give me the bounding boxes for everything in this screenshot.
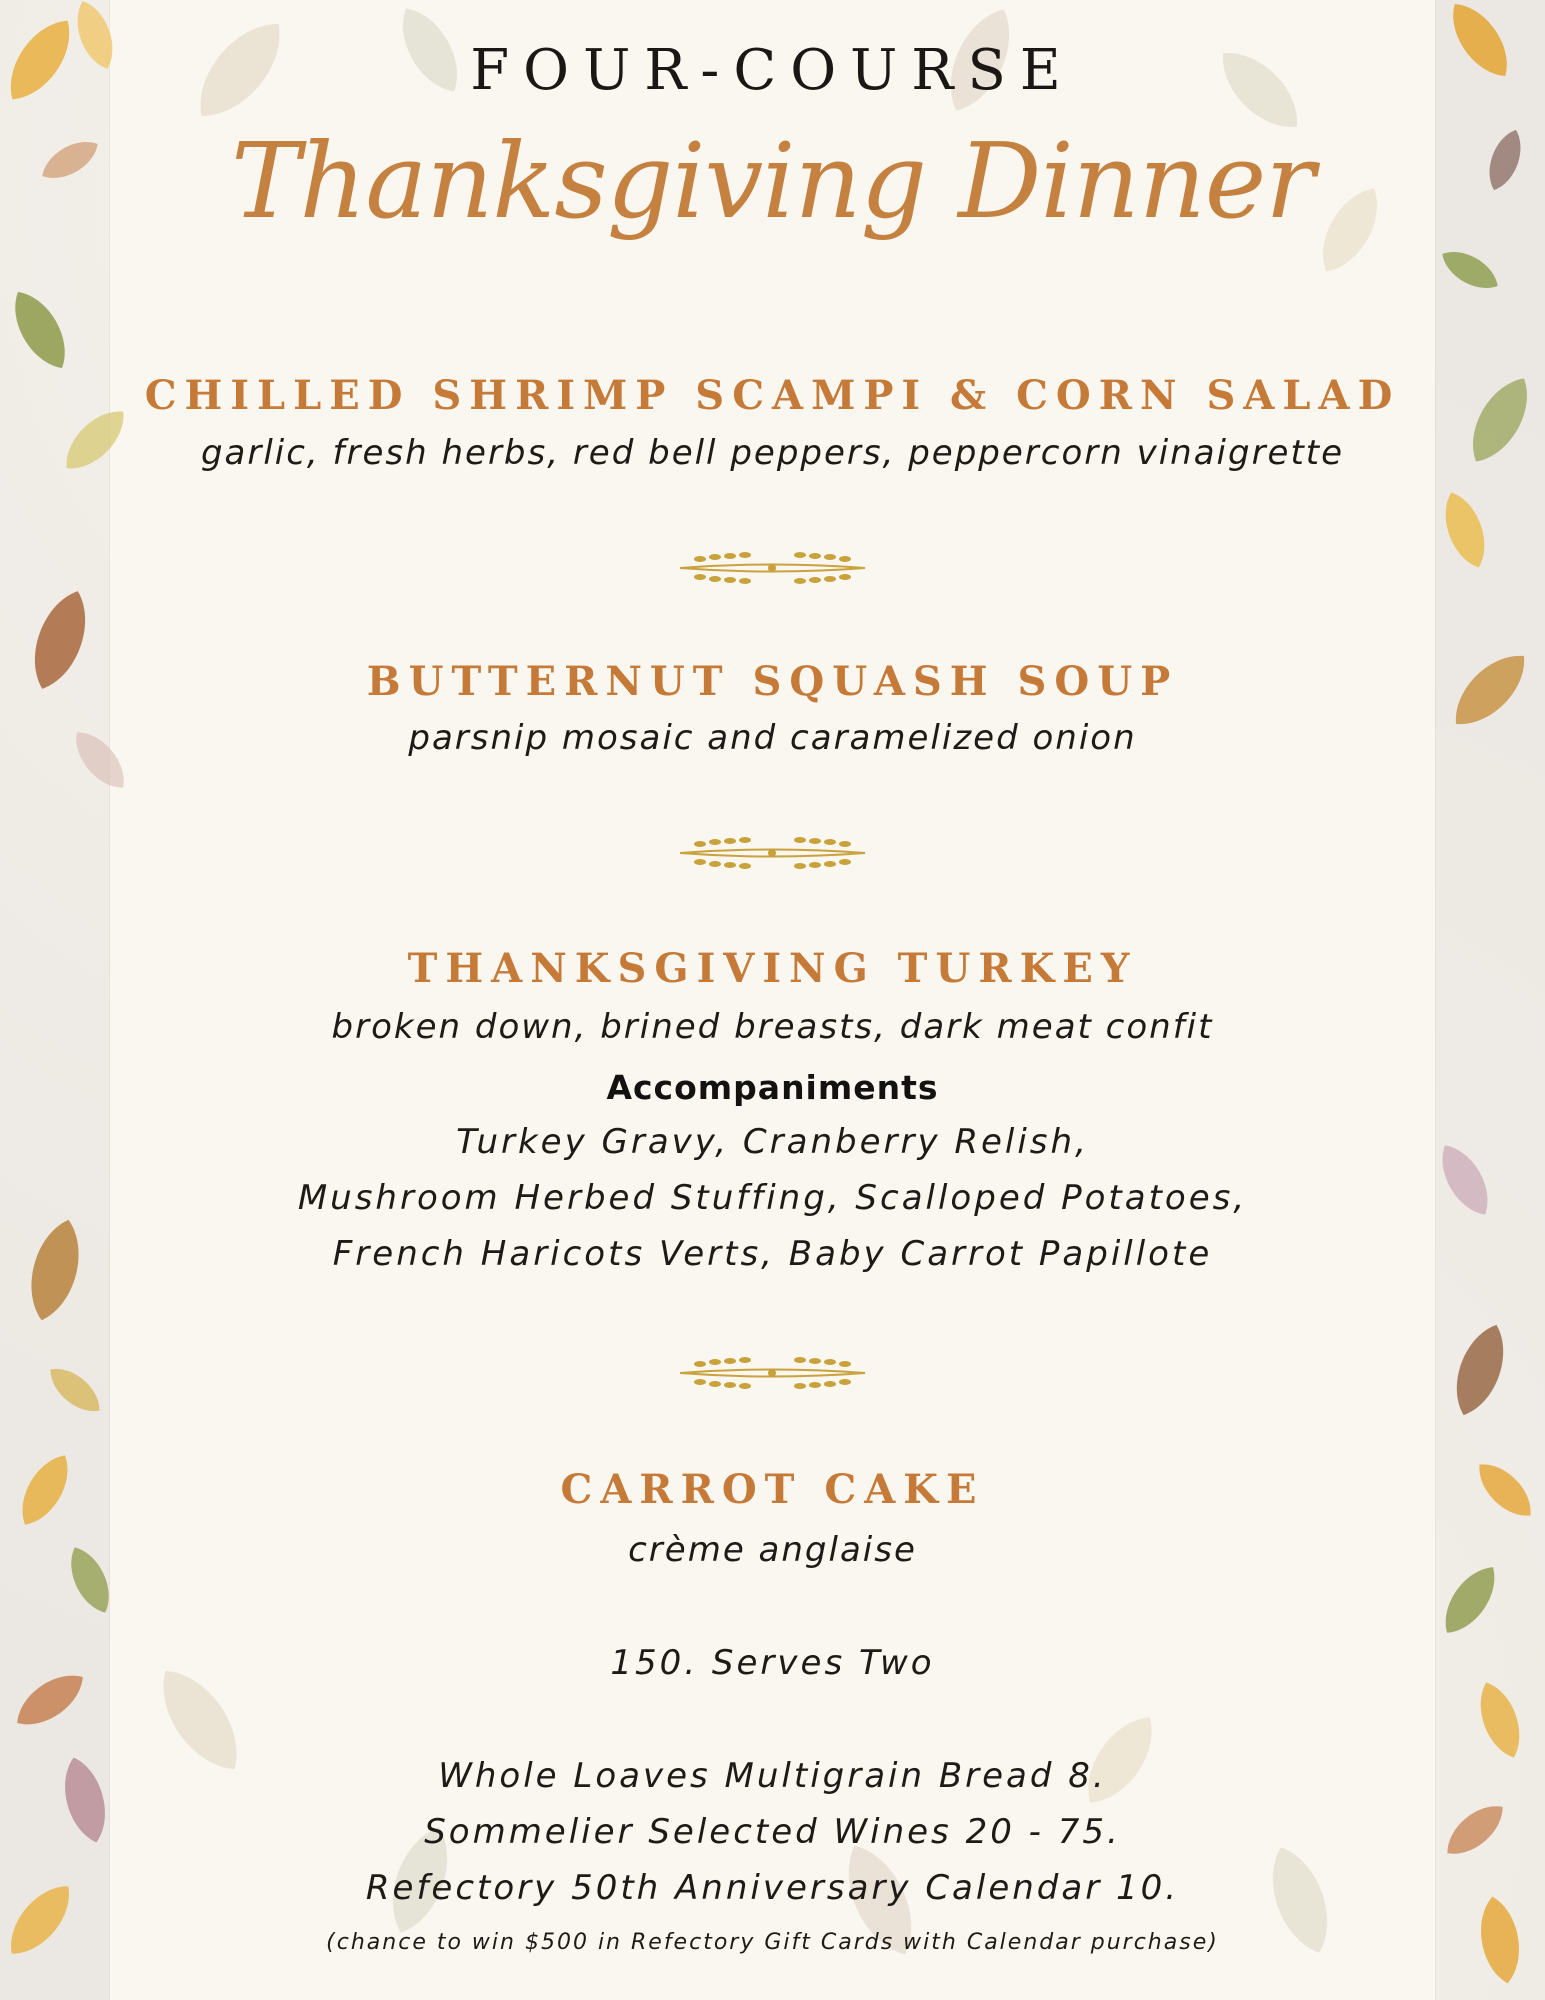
course-2-name: BUTTERNUT SQUASH SOUP [366, 658, 1179, 705]
course-2-description: parsnip mosaic and caramelized onion [408, 718, 1137, 758]
course-4-name: CARROT CAKE [560, 1466, 985, 1513]
course-3-description: broken down, brined breasts, dark meat confit [331, 1007, 1214, 1047]
extra-item: Sommelier Selected Wines 20 - 75. [424, 1812, 1121, 1852]
menu-content [110, 0, 1435, 2000]
course-1-description: garlic, fresh herbs, red bell peppers, peppercorn vinaigrette [200, 433, 1345, 473]
course-3-name: THANKSGIVING TURKEY [407, 945, 1138, 992]
course-4-description: crème anglaise [628, 1530, 917, 1570]
menu-kicker: FOUR-COURSE [470, 38, 1075, 103]
menu-title: Thanksgiving Dinner [230, 120, 1315, 242]
accompaniments-heading: Accompaniments [606, 1068, 939, 1107]
laurel-divider-icon [670, 543, 875, 593]
accompaniment-line: Turkey Gravy, Cranberry Relish, [456, 1122, 1089, 1162]
extra-item: Refectory 50th Anniversary Calendar 10. [365, 1868, 1180, 1908]
laurel-divider-icon [670, 828, 875, 878]
accompaniment-line: French Haricots Verts, Baby Carrot Papillote [332, 1234, 1213, 1274]
price-line: 150. Serves Two [610, 1643, 935, 1683]
extra-item: Whole Loaves Multigrain Bread 8. [438, 1756, 1107, 1796]
accompaniment-line: Mushroom Herbed Stuffing, Scalloped Potatoes, [297, 1178, 1248, 1218]
leaves-right [1431, 0, 1541, 1986]
laurel-divider-icon [670, 1348, 875, 1398]
course-1-name: CHILLED SHRIMP SCAMPI & CORN SALAD [144, 372, 1401, 419]
fine-print: (chance to win $500 in Refectory Gift Cards with Calendar purchase) [326, 1930, 1219, 1955]
